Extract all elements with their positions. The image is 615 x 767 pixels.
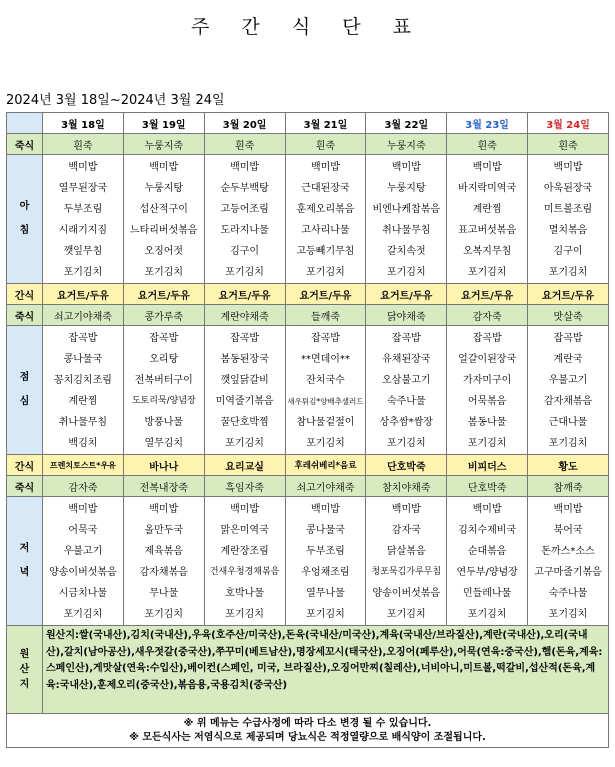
lunch-label bbox=[7, 326, 43, 455]
porridge-cell: 흰죽 bbox=[528, 134, 609, 155]
dinner-day-cell bbox=[123, 497, 204, 626]
menu-item: 근대된장국 bbox=[301, 183, 350, 194]
menu-item: 잔치국수 bbox=[306, 375, 345, 386]
menu-item: 북어국 bbox=[553, 525, 583, 536]
menu-item: 백미밥 bbox=[149, 162, 179, 173]
porridge-cell: 단호박죽 bbox=[447, 476, 528, 497]
day-header-row bbox=[7, 113, 609, 134]
menu-item: 포기김치 bbox=[225, 438, 264, 449]
menu-item: 백미밥 bbox=[553, 504, 583, 515]
menu-item: 감자국 bbox=[391, 525, 421, 536]
day-header: 3월 18일 bbox=[43, 113, 124, 134]
menu-item: 멸치볶음 bbox=[548, 225, 588, 236]
menu-item: 두부조림 bbox=[63, 204, 103, 215]
menu-item: 고사리나물 bbox=[301, 225, 350, 236]
origin-label bbox=[7, 626, 43, 714]
porridge-cell: 흰죽 bbox=[447, 134, 528, 155]
snack-cell: 요거트/두유 bbox=[447, 284, 528, 305]
menu-item: 백미밥 bbox=[472, 504, 502, 515]
menu-item: 백미밥 bbox=[310, 162, 340, 173]
dinner-label bbox=[7, 497, 43, 626]
lunch-day-cell bbox=[123, 326, 204, 455]
menu-item: 포기김치 bbox=[63, 609, 103, 620]
menu-item: 백미밥 bbox=[230, 162, 260, 173]
menu-item: 얼갈이된장국 bbox=[458, 354, 517, 365]
breakfast-day-cell bbox=[43, 155, 124, 284]
porridge-cell: 들깨죽 bbox=[285, 305, 366, 326]
menu-item: 포기김치 bbox=[225, 609, 264, 620]
dinner-label-text: 저 녁 bbox=[19, 543, 30, 578]
note-line: ※ 모든식사는 저염식으로 제공되며 당뇨식은 적정열량으로 배식양이 조절됩니다. bbox=[129, 731, 486, 743]
breakfast-day-cell bbox=[366, 155, 447, 284]
menu-item: 백김치 bbox=[68, 438, 98, 449]
porridge-cell: 닭야채죽 bbox=[366, 305, 447, 326]
breakfast-label-text: 아 침 bbox=[19, 201, 30, 236]
dinner-day-cell bbox=[366, 497, 447, 626]
dinner-day-cell bbox=[204, 497, 285, 626]
menu-item: 계란찜 bbox=[68, 396, 98, 407]
snack-label: 간식 bbox=[7, 455, 43, 476]
origin-label-text: 원 산 지 bbox=[19, 649, 30, 690]
lunch-day-cell bbox=[528, 326, 609, 455]
menu-item: 시금치나물 bbox=[58, 588, 108, 599]
menu-item: 근대나물 bbox=[548, 417, 588, 428]
menu-item: 콩나물국 bbox=[63, 354, 103, 365]
day-header: 3월 21일 bbox=[285, 113, 366, 134]
menu-item: 표고버섯볶음 bbox=[458, 225, 517, 236]
menu-item: 섭산적구이 bbox=[139, 204, 188, 215]
menu-item: 어묵볶음 bbox=[467, 396, 507, 407]
porridge-cell: 누룽지죽 bbox=[123, 134, 204, 155]
menu-item: 백미밥 bbox=[68, 504, 98, 515]
menu-item: 백미밥 bbox=[472, 162, 502, 173]
snack-cell: 후레쉬베리*음료 bbox=[285, 455, 366, 476]
menu-item: 도라지나물 bbox=[220, 225, 269, 236]
menu-item: 계란국 bbox=[553, 354, 583, 365]
menu-item: 건새우청경채볶음 bbox=[209, 567, 280, 577]
porridge-label: 죽식 bbox=[7, 476, 43, 497]
menu-item: 포기김치 bbox=[548, 438, 588, 449]
snack-cell: 요거트/두유 bbox=[528, 284, 609, 305]
menu-item: 우불고기 bbox=[63, 546, 103, 557]
menu-item: 포기김치 bbox=[386, 438, 426, 449]
menu-item: 오삼불고기 bbox=[382, 375, 431, 386]
menu-item: 누룽지탕 bbox=[144, 183, 184, 194]
menu-item: 잡곡밥 bbox=[391, 333, 421, 344]
lunch-day-cell bbox=[285, 326, 366, 455]
menu-item: 포기김치 bbox=[467, 438, 507, 449]
menu-item: 민들레나물 bbox=[462, 588, 512, 599]
breakfast-row bbox=[7, 155, 609, 284]
lunch-day-cell bbox=[447, 326, 528, 455]
menu-item: 백미밥 bbox=[68, 162, 98, 173]
menu-item: 호박나물 bbox=[225, 588, 264, 599]
origin-row bbox=[7, 626, 609, 714]
menu-item: 고등어조림 bbox=[220, 204, 269, 215]
menu-item: 비엔나케찹볶음 bbox=[372, 204, 441, 215]
menu-item: 갈치속젓 bbox=[386, 246, 426, 257]
menu-item: **면데이** bbox=[300, 354, 350, 365]
morning-snack-row bbox=[7, 284, 609, 305]
menu-item: 포기김치 bbox=[144, 267, 184, 278]
snack-cell: 황도 bbox=[528, 455, 609, 476]
menu-item: 취나물무침 bbox=[382, 225, 431, 236]
day-header: 3월 19일 bbox=[123, 113, 204, 134]
day-header-saturday: 3월 23일 bbox=[447, 113, 528, 134]
menu-item: 포기김치 bbox=[225, 267, 264, 278]
menu-item: 닭살볶음 bbox=[386, 546, 426, 557]
snack-cell: 요거트/두유 bbox=[43, 284, 124, 305]
menu-item: 백미밥 bbox=[391, 504, 421, 515]
snack-cell: 요리교실 bbox=[204, 455, 285, 476]
snack-cell: 프렌치토스트*우유 bbox=[43, 455, 124, 476]
menu-item: 오복지무침 bbox=[462, 246, 512, 257]
menu-item: 감자채볶음 bbox=[139, 567, 188, 578]
porridge-cell: 흰죽 bbox=[285, 134, 366, 155]
menu-item: 숙주나물 bbox=[386, 396, 426, 407]
menu-item: 봄동된장국 bbox=[220, 354, 269, 365]
menu-item: 열무나물 bbox=[306, 588, 345, 599]
menu-item: 김치수제비국 bbox=[458, 525, 517, 536]
lunch-row bbox=[7, 326, 609, 455]
menu-item: 오징어젓 bbox=[144, 246, 184, 257]
snack-cell: 비피더스 bbox=[447, 455, 528, 476]
menu-item: 잡곡밥 bbox=[310, 333, 340, 344]
lunch-day-cell bbox=[43, 326, 124, 455]
porridge-cell: 계란야채죽 bbox=[204, 305, 285, 326]
porridge-cell: 흰죽 bbox=[204, 134, 285, 155]
menu-item: 올만두국 bbox=[144, 525, 184, 536]
origin-text: 원산지:쌀(국내산),김치(국내산),우육(호주산/미국산),돈육(국내산/미국산),계육(국내산/브라질산),계란(국내산),오리(국내산),갈치(남아공산),새우젓갈(중국산),쭈꾸미(베트남산),명장세꼬시(태국산),오징어(페루산),어묵(연육:중국산),햄(돈육,계육:스페인산),게맛살(연육:수입산),베이컨(스페인, 미국, 브라질산),오징어만찌(칠레산),너비아니,미트볼,떡갈비,섭산적(돈육,계육:국내산),훈제오리(중국산),볶음용,국용김치(중국산) bbox=[43, 626, 609, 714]
menu-item: 연두부/양념장 bbox=[456, 567, 518, 578]
menu-item: 상추쌈*쌈장 bbox=[379, 417, 433, 428]
dinner-porridge-row bbox=[7, 476, 609, 497]
dinner-day-cell bbox=[447, 497, 528, 626]
menu-item: 참나물겉절이 bbox=[296, 417, 355, 428]
menu-item: 우엉채조림 bbox=[301, 567, 350, 578]
menu-item: 순두부백탕 bbox=[220, 183, 269, 194]
porridge-cell: 감자죽 bbox=[43, 476, 124, 497]
dinner-row bbox=[7, 497, 609, 626]
breakfast-label bbox=[7, 155, 43, 284]
dinner-day-cell bbox=[528, 497, 609, 626]
snack-cell: 요거트/두유 bbox=[123, 284, 204, 305]
menu-item: 백미밥 bbox=[391, 162, 421, 173]
menu-item: 깻잎무침 bbox=[63, 246, 103, 257]
menu-item: 어묵국 bbox=[68, 525, 98, 536]
menu-item: 포기김치 bbox=[306, 267, 345, 278]
menu-item: 가자미구이 bbox=[462, 375, 512, 386]
menu-item: 훈제오리볶음 bbox=[296, 204, 355, 215]
porridge-cell: 누룽지죽 bbox=[366, 134, 447, 155]
menu-item: 잡곡밥 bbox=[472, 333, 502, 344]
menu-item: 열무된장국 bbox=[58, 183, 108, 194]
menu-item: 백미밥 bbox=[149, 504, 179, 515]
menu-item: 양송이버섯볶음 bbox=[49, 567, 117, 578]
menu-item: 계란찜 bbox=[472, 204, 502, 215]
day-header-sunday: 3월 24일 bbox=[528, 113, 609, 134]
menu-item: 잡곡밥 bbox=[68, 333, 98, 344]
menu-period: 2024년 3월 18일~2024년 3월 24일 bbox=[6, 93, 225, 108]
breakfast-day-cell bbox=[528, 155, 609, 284]
breakfast-day-cell bbox=[285, 155, 366, 284]
lunch-day-cell bbox=[366, 326, 447, 455]
breakfast-day-cell bbox=[447, 155, 528, 284]
menu-item: 취나물무침 bbox=[58, 417, 108, 428]
dinner-day-cell bbox=[43, 497, 124, 626]
porridge-cell: 쇠고기야채죽 bbox=[285, 476, 366, 497]
menu-item: 포기김치 bbox=[386, 267, 426, 278]
snack-cell: 바나나 bbox=[123, 455, 204, 476]
porridge-cell: 참치야채죽 bbox=[366, 476, 447, 497]
porridge-cell: 전복내장죽 bbox=[123, 476, 204, 497]
menu-item: 도토리묵/양념장 bbox=[131, 396, 196, 406]
lunch-label-text: 점 심 bbox=[19, 372, 30, 407]
menu-item: 방풍나물 bbox=[144, 417, 184, 428]
breakfast-day-cell bbox=[204, 155, 285, 284]
menu-item: 새우튀김*양배추샐러드 bbox=[287, 397, 364, 406]
porridge-cell: 쇠고기야채죽 bbox=[43, 305, 124, 326]
menu-item: 두부조림 bbox=[306, 546, 345, 557]
lunch-day-cell bbox=[204, 326, 285, 455]
menu-item: 잡곡밥 bbox=[553, 333, 583, 344]
menu-item: 바지락미역국 bbox=[458, 183, 517, 194]
menu-item: 감자채볶음 bbox=[543, 396, 593, 407]
menu-item: 숙주나물 bbox=[548, 588, 588, 599]
menu-item: 포기김치 bbox=[386, 609, 426, 620]
menu-item: 돈까스*소스 bbox=[541, 546, 595, 557]
notes-row bbox=[7, 714, 609, 748]
menu-item: 시래기지짐 bbox=[58, 225, 108, 236]
menu-item: 느타리버섯볶음 bbox=[129, 225, 198, 236]
note-line: ※ 위 메뉴는 수급사정에 따라 다소 변경 될 수 있습니다. bbox=[183, 717, 432, 729]
menu-item: 김구이 bbox=[553, 246, 583, 257]
menu-item: 미역줄기볶음 bbox=[215, 396, 274, 407]
menu-item: 백미밥 bbox=[230, 504, 260, 515]
menu-item: 유채된장국 bbox=[382, 354, 431, 365]
snack-cell: 단호박죽 bbox=[366, 455, 447, 476]
menu-item: 포기김치 bbox=[63, 267, 103, 278]
menu-item: 포기김치 bbox=[548, 267, 588, 278]
menu-item: 고등빼기무침 bbox=[296, 246, 355, 257]
menu-item: 고구마줄기볶음 bbox=[534, 567, 602, 578]
menu-item: 아욱된장국 bbox=[543, 183, 593, 194]
menu-item: 꽁치김치조림 bbox=[53, 375, 112, 386]
page-title: 주 간 식 단 표 bbox=[191, 16, 424, 38]
porridge-label: 죽식 bbox=[7, 305, 43, 326]
porridge-label: 죽식 bbox=[7, 134, 43, 155]
dinner-day-cell bbox=[285, 497, 366, 626]
breakfast-porridge-row bbox=[7, 134, 609, 155]
menu-item: 포기김치 bbox=[467, 609, 507, 620]
menu-item: 미트볼조림 bbox=[543, 204, 593, 215]
menu-item: 꿀단호박찜 bbox=[220, 417, 269, 428]
menu-item: 포기김치 bbox=[548, 609, 588, 620]
porridge-cell: 감자죽 bbox=[447, 305, 528, 326]
menu-item: 청포묵김가루무침 bbox=[371, 567, 442, 577]
porridge-cell: 참깨죽 bbox=[528, 476, 609, 497]
notes-cell bbox=[7, 714, 609, 748]
menu-item: 전복버터구이 bbox=[134, 375, 193, 386]
porridge-cell: 흑임자죽 bbox=[204, 476, 285, 497]
menu-item: 포기김치 bbox=[306, 609, 345, 620]
lunch-porridge-row bbox=[7, 305, 609, 326]
snack-cell: 요거트/두유 bbox=[204, 284, 285, 305]
menu-item: 봄동나물 bbox=[467, 417, 507, 428]
menu-item: 깻잎닭갈비 bbox=[220, 375, 269, 386]
menu-item: 포기김치 bbox=[467, 267, 507, 278]
porridge-cell: 흰죽 bbox=[43, 134, 124, 155]
menu-item: 열무김치 bbox=[144, 438, 184, 449]
menu-item: 잡곡밥 bbox=[230, 333, 260, 344]
snack-cell: 요거트/두유 bbox=[285, 284, 366, 305]
day-header: 3월 22일 bbox=[366, 113, 447, 134]
menu-item: 콩나물국 bbox=[306, 525, 345, 536]
menu-item: 무나물 bbox=[149, 588, 179, 599]
menu-item: 백미밥 bbox=[553, 162, 583, 173]
menu-item: 우불고기 bbox=[548, 375, 588, 386]
porridge-cell: 맛살죽 bbox=[528, 305, 609, 326]
menu-item: 맑은미역국 bbox=[220, 525, 269, 536]
menu-item: 제육볶음 bbox=[144, 546, 184, 557]
day-header: 3월 20일 bbox=[204, 113, 285, 134]
porridge-cell: 콩가루죽 bbox=[123, 305, 204, 326]
weekly-menu-table bbox=[6, 112, 609, 748]
menu-item: 포기김치 bbox=[144, 609, 184, 620]
breakfast-day-cell bbox=[123, 155, 204, 284]
menu-item: 계란장조림 bbox=[220, 546, 269, 557]
menu-item: 순대볶음 bbox=[467, 546, 507, 557]
menu-item: 백미밥 bbox=[310, 504, 340, 515]
menu-item: 김구이 bbox=[230, 246, 260, 257]
menu-item: 누룽지탕 bbox=[386, 183, 426, 194]
afternoon-snack-row bbox=[7, 455, 609, 476]
header-corner bbox=[7, 113, 43, 134]
snack-label: 간식 bbox=[7, 284, 43, 305]
menu-item: 오리탕 bbox=[149, 354, 179, 365]
menu-item: 포기김치 bbox=[306, 438, 345, 449]
snack-cell: 요거트/두유 bbox=[366, 284, 447, 305]
menu-item: 양송이버섯볶음 bbox=[372, 588, 441, 599]
menu-item: 잡곡밥 bbox=[149, 333, 179, 344]
